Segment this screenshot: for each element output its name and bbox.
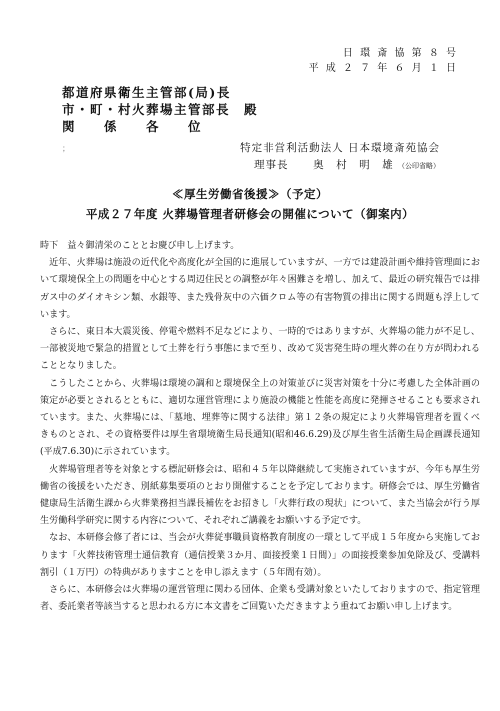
body-paragraph-1: 近年、火葬場は施設の近代化や高度化が全国的に進展していますが、一方では建設計画や維持管理面において環境保全上の問題を中心とする周辺住民との調整が年々困難さを増し、加えて、最近の研究報告では排ガス中のダイオキシン類、水銀等、また残骨灰中の六価クロム等の有害物質の排出に関する問題も浮上しています。 <box>40 258 480 320</box>
greeting-paragraph: 時下 益々御清栄のこととお慶び申し上げます。 <box>40 241 240 251</box>
body-paragraph-3: こうしたことから、火葬場は環境の調和と環境保全上の対策並びに災害対策を十分に考慮した全体計画の策定が必要とされるとともに、適切な運営管理により施設の機能と性能を高度に発揮させることも要求されています。また、火葬場には、「墓地、埋葬等に関する法律」第１２条の規定により火葬場管理者を置くべきものとされ、その資格要件は厚生省環境衛生局長通知(昭和46.6.29)及び厚生省生活衛生局企画課長通知(平成7.6.30)に示されています。 <box>40 378 480 458</box>
addressee-line-1: 都道府県衛生主管部(局)長 <box>62 85 231 100</box>
body-paragraph-2: さらに、東日本大震災後、停電や燃料不足などにより、一時的ではありますが、火葬場の能力が不足し、一部被災地で緊急的措置として土葬を行う事態にまで至り、改めて災害発生時の埋火葬の在り方が問われることとなりました。 <box>40 327 480 372</box>
title-sponsor-line: ≪厚生労働省後援≫（予定） <box>172 187 328 201</box>
body-paragraph-6: さらに、本研修会は火葬場の運営管理に関わる団体、企業も受講対象といたしておりますので、指定管理者、委託業者等該当すると思われる方に本文書をご回覧いただきますよう重ねてお願い申し上げます。 <box>40 585 480 613</box>
sender-role: 理事長 <box>253 159 289 171</box>
document-date: 平 成 ２ ７ 年 ６ 月 １ 日 <box>308 63 458 74</box>
document-title: 平成２７年度 火葬場管理者研修会の開催について（御案内） <box>85 207 415 221</box>
stray-mark: ； <box>62 144 70 153</box>
sender-signatory <box>254 157 440 172</box>
body-paragraph-4: 火葬場管理者等を対象とする標記研修会は、昭和４５年以降継続して実施されていますが、今年も厚生労働省の後援をいただき、別紙募集要項のとおり開催することを予定しております。研修会では、厚生労働省健康局生活衛生課から火葬業務担当課長補佐をお招きし「火葬行政の現状」について、また当協会が行う厚生労働科学研究に関する内容について、それぞれご講義をお願いする予定です。 <box>40 464 480 527</box>
addressee-line-2: 市・町・村火葬場主管部長 殿 <box>62 102 259 117</box>
letter-body <box>40 238 480 616</box>
seal-omitted-note: （公印省略） <box>398 162 440 170</box>
body-paragraph-5: なお、本研修会修了者には、当会が火葬従事職員資格教育制度の一環として平成１５年度から実施しております「火葬技術管理士通信教育（通信授業３か月、面接授業１日間）」の面接授業参加免除及び、受講料割引（１万円）の特典がありますことを申し添えます（５年間有効）。 <box>40 533 480 578</box>
sender-organization: 特定非営利活動法人 日本環境斎苑協会 <box>240 142 440 154</box>
reference-number: 日 環 斎 協 第 ８ 号 <box>342 48 458 59</box>
addressee-line-3: 関 係 各 位 <box>62 119 203 134</box>
sender-name: 奥 村 明 雄 <box>313 159 394 171</box>
